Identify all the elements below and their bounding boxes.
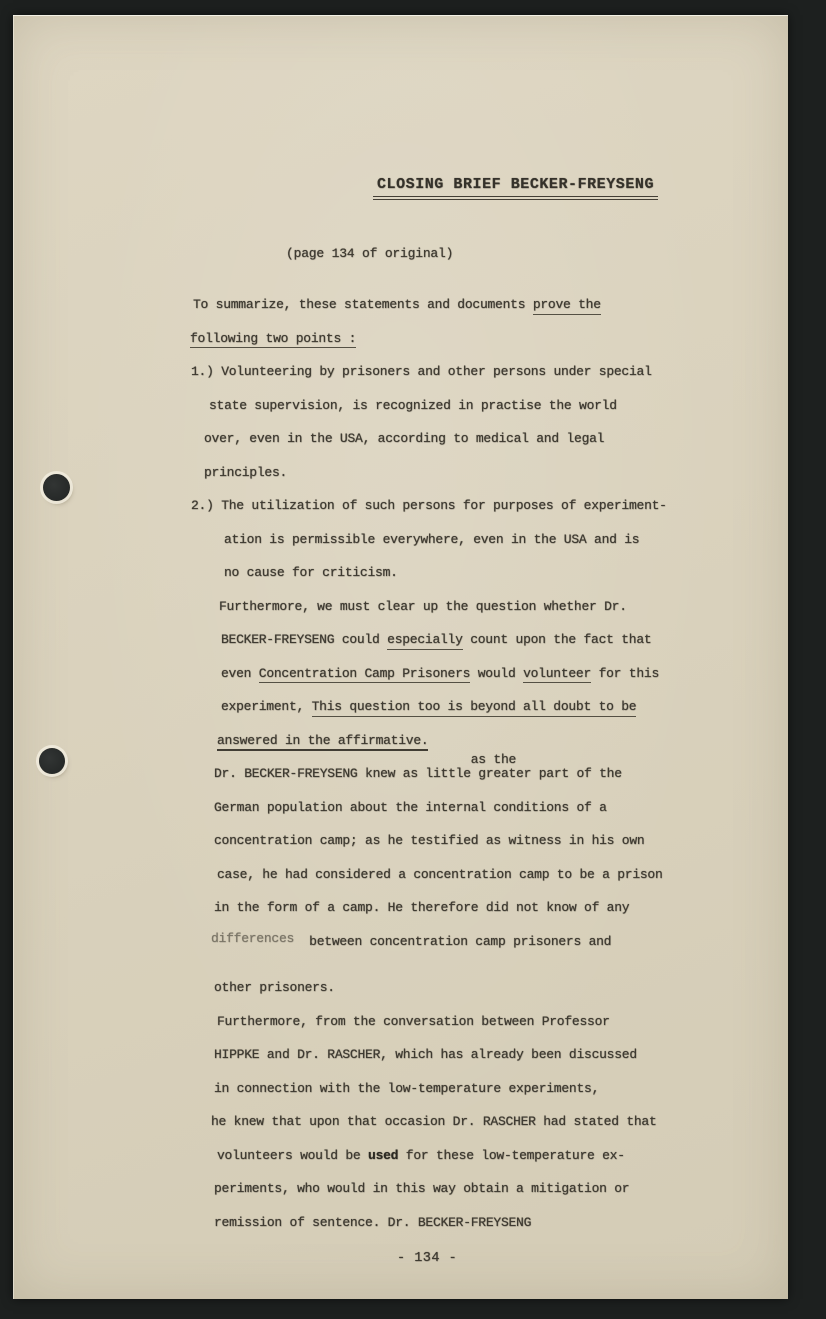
text-segment: other prisoners. (214, 980, 335, 995)
text-segment: prove the (533, 297, 601, 315)
text-line (13, 489, 788, 523)
text-segment: differences (211, 930, 295, 946)
paper-sheet (13, 15, 788, 1299)
text-line: Dr. BECKER-FREYSENG knew as littleas the greater part of the (214, 752, 622, 781)
text-segment: Furthermore, we must clear up the question whether Dr. (219, 598, 627, 614)
text-line (13, 858, 788, 892)
text-segment: case, he had considered a concentration camp to be a prison (217, 866, 663, 882)
text-line (13, 1206, 788, 1240)
text-segment: used (368, 1147, 399, 1163)
text-line (13, 925, 788, 959)
text-segment: over, even in the USA, according to medical and legal (204, 431, 605, 446)
text-line (13, 1139, 788, 1173)
text-segment: German population about the internal conditions of a (214, 799, 607, 815)
text-segment: 1.) Volunteering by prisoners and other persons under special (191, 364, 652, 379)
text-segment: principles. (204, 464, 288, 480)
text-line (13, 971, 788, 1005)
text-segment: volunteer (523, 666, 591, 684)
document-title: CLOSING BRIEF BECKER-FREYSENG (373, 176, 658, 200)
text-line (13, 389, 788, 423)
text-segment: even (221, 665, 259, 681)
text-segment: experiment, (221, 699, 312, 714)
document-body (13, 288, 788, 1239)
text-segment: would (470, 665, 524, 681)
text-segment: in connection with the low-temperature experiments, (214, 1080, 600, 1096)
text-line (13, 690, 788, 724)
text-segment: ation is permissible everywhere, even in the USA and is (224, 531, 640, 547)
text-segment: This question too is beyond all doubt to be (312, 699, 637, 717)
text-segment: BECKER-FREYSENG could (221, 632, 388, 647)
text-segment: between concentration camp prisoners and (294, 933, 612, 949)
text-line (13, 1038, 788, 1072)
text-segment: state supervision, is recognized in practise the world (209, 397, 617, 413)
text-segment: count upon the fact that (462, 632, 652, 647)
text-segment: periments, who would in this way obtain a mitigation or (214, 1181, 630, 1196)
text-line (13, 623, 788, 657)
text-segment: Concentration Camp Prisoners (259, 666, 470, 684)
text-line (13, 1105, 788, 1139)
text-segment: for this (591, 665, 659, 681)
text-segment: To summarize, these statements and documents (193, 297, 533, 312)
text-line (13, 657, 788, 691)
text-line (13, 1072, 788, 1106)
text-segment: HIPPKE and Dr. RASCHER, which has already been discussed (214, 1047, 637, 1062)
page-reference: (page 134 of original) (286, 246, 454, 261)
text-line (13, 1005, 788, 1039)
text-segment: following two points : (190, 331, 356, 349)
text-segment: for these low-temperature ex- (398, 1147, 625, 1163)
text-segment: volunteers would be (217, 1147, 369, 1163)
text-segment: no cause for criticism. (224, 565, 398, 580)
text-line (13, 556, 788, 590)
text-line (13, 791, 788, 825)
text-line (13, 355, 788, 389)
text-line (13, 1172, 788, 1206)
text-line (13, 288, 788, 322)
page-number: - 134 - (397, 1251, 458, 1266)
text-line (13, 724, 788, 758)
text-line (13, 891, 788, 925)
text-line (13, 824, 788, 858)
text-segment: concentration camp; as he testified as witness in his own (214, 833, 645, 848)
text-segment: in the form of a camp. He therefore did not know of any (214, 900, 630, 915)
text-segment: 2.) The utilization of such persons for purposes of experiment- (191, 498, 667, 513)
text-line (13, 322, 788, 356)
text-line (13, 456, 788, 490)
text-segment: he knew that upon that occasion Dr. RASCHER had stated that (211, 1114, 657, 1129)
text-segment: Furthermore, from the conversation between Professor (217, 1013, 610, 1029)
text-segment: remission of sentence. Dr. BECKER-FREYSENG (214, 1214, 532, 1230)
text-segment: answered in the affirmative. (217, 733, 428, 751)
text-line (13, 523, 788, 557)
text-line (13, 422, 788, 456)
text-line (13, 590, 788, 624)
text-segment: especially (387, 632, 463, 650)
text-segment: Dr. BECKER-FREYSENG knew as little (214, 766, 471, 781)
text-segment: greater part of the (470, 766, 622, 781)
